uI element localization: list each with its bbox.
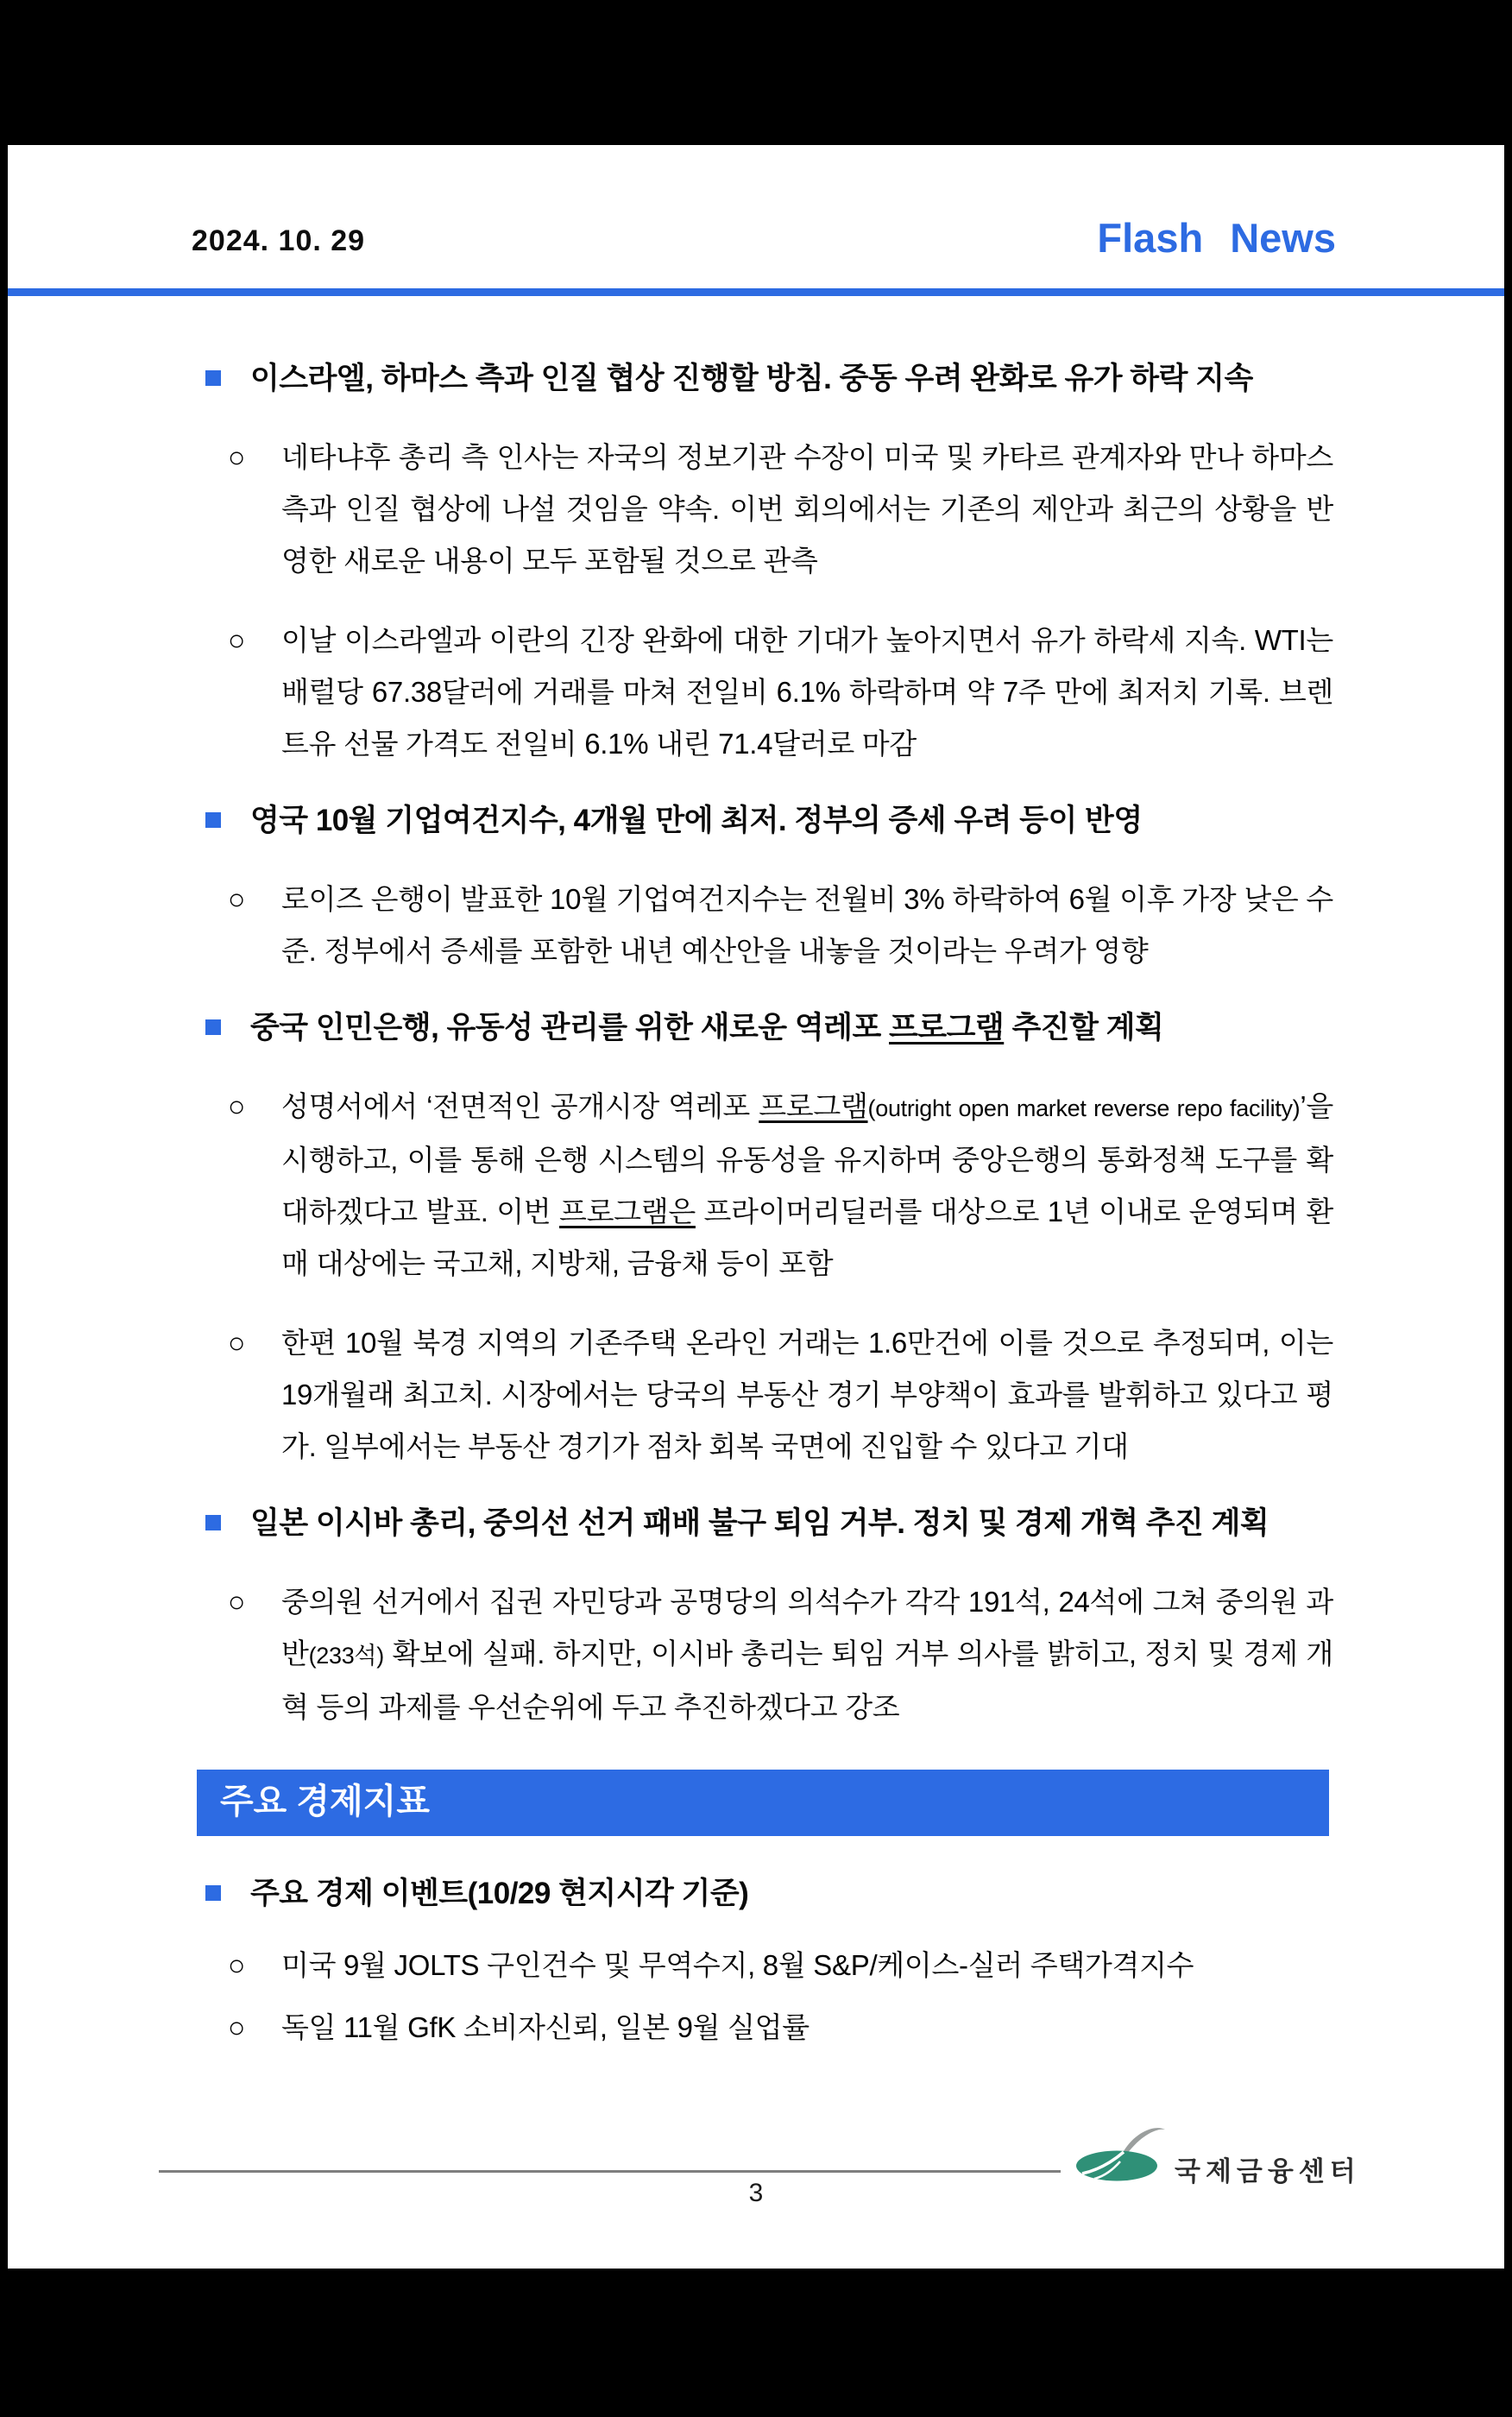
circle-bullet-icon: ○ bbox=[228, 1327, 246, 1360]
bullet-text: (233석) bbox=[308, 1643, 384, 1669]
heading-text: 이스라엘, 하마스 측과 인질 협상 진행할 방침. 중동 우려 완화로 유가 하락 지속 bbox=[250, 362, 1253, 395]
logo-swoosh bbox=[1124, 2128, 1165, 2154]
bullet-text: 로이즈 은행이 발표한 10월 기업여건지수는 전월비 3% 하락하여 6월 이후 가장 낮은 수준. 정부에서 증세를 포함한 내년 예산안을 내놓을 것이라는 우려가 영향 bbox=[281, 883, 1333, 967]
heading-text: 영국 10월 기업여건지수, 4개월 만에 최저. 정부의 증세 우려 등이 반영 bbox=[250, 804, 1143, 837]
heading-text: 추진할 계획 bbox=[1004, 1011, 1164, 1044]
circle-bullet-icon: ○ bbox=[228, 441, 246, 474]
document-date: 2024. 10. 29 bbox=[192, 224, 366, 257]
news-section bbox=[205, 359, 1333, 770]
bullet-text: ’을 시행하고, 이를 통해 은행 시스템의 유동성을 유지하며 중앙은행의 통화정책 도구를 확대하겠다고 발표. 이번 bbox=[281, 1090, 1333, 1227]
footer-divider bbox=[159, 2170, 1061, 2173]
heading-text: 프로그램 bbox=[889, 1011, 1005, 1044]
bullet-text: 독일 11월 GfK 소비자신뢰, 일본 9월 실업률 bbox=[281, 2011, 810, 2043]
heading-text: 일본 이시바 총리, 중의선 선거 패배 불구 퇴임 거부. 정치 및 경제 개혁 추진 계획 bbox=[250, 1506, 1269, 1540]
bullet-text: 네타냐후 총리 측 인사는 자국의 정보기관 수장이 미국 및 카타르 관계자와 만나 하마스 측과 인질 협상에 나설 것임을 약속. 이번 회의에서는 기존의 제안과 최근의 상황을 반영한 새로운 내용이 모두 포함될 것으로 관측 bbox=[281, 441, 1333, 577]
header-divider bbox=[8, 288, 1504, 296]
circle-bullet-icon: ○ bbox=[228, 883, 246, 916]
bullet-paragraph bbox=[205, 1317, 1333, 1473]
news-section bbox=[205, 801, 1333, 977]
news-section bbox=[205, 1008, 1333, 1473]
section-heading bbox=[205, 1008, 1333, 1048]
square-bullet-icon bbox=[205, 370, 221, 386]
heading-text: 중국 인민은행, 유동성 관리를 위한 새로운 역레포 bbox=[250, 1011, 889, 1044]
bullet-text: 한편 10월 북경 지역의 기존주택 온라인 거래는 1.6만건에 이를 것으로 추정되며, 이는 19개월래 최고치. 시장에서는 당국의 부동산 경기 부양책이 효과를 발휘하고 있다고 평가. 일부에서는 부동산 경기가 점차 회복 국면에 진입할 수 있다고 기대 bbox=[281, 1327, 1333, 1462]
bullet-text: 중의원 선거에서 집권 자민당과 공명당의 의석수가 각각 191석, 24석에 그쳐 중의원 과반 bbox=[281, 1586, 1333, 1669]
news-section bbox=[205, 1504, 1333, 1733]
bullet-text: (outright open market reverse repo facility) bbox=[867, 1095, 1301, 1121]
bullet-text: 프로그램은 bbox=[559, 1196, 696, 1227]
circle-bullet-icon: ○ bbox=[228, 1586, 246, 1619]
square-bullet-icon bbox=[205, 1515, 221, 1530]
section-heading bbox=[205, 801, 1333, 841]
bullet-paragraph bbox=[205, 1940, 1333, 1991]
bullet-text: 프라이머리딜러를 대상으로 1년 이내로 운영되며 환매 대상에는 국고채, 지방채, 금융채 등이 포함 bbox=[281, 1196, 1333, 1279]
page-number: 3 bbox=[748, 2179, 764, 2207]
bullet-paragraph bbox=[205, 432, 1333, 587]
section-heading bbox=[205, 359, 1333, 399]
org-name: 국제금융센터 bbox=[1175, 2156, 1361, 2187]
section-banner bbox=[197, 1770, 1329, 1836]
circle-bullet-icon: ○ bbox=[228, 624, 246, 657]
page-title: Flash News bbox=[1097, 215, 1336, 261]
bullet-paragraph bbox=[205, 874, 1333, 977]
circle-bullet-icon: ○ bbox=[228, 2011, 246, 2044]
document-page bbox=[8, 145, 1504, 2269]
bullet-paragraph bbox=[205, 1576, 1333, 1733]
section-heading bbox=[205, 1504, 1333, 1543]
bullet-text: 확보에 실패. 하지만, 이시바 총리는 퇴임 거부 의사를 밝히고, 정치 및 경제 개혁 등의 과제를 우선순위에 두고 추진하겠다고 강조 bbox=[281, 1638, 1333, 1723]
circle-bullet-icon: ○ bbox=[228, 1090, 246, 1123]
bullet-text: 이날 이스라엘과 이란의 긴장 완화에 대한 기대가 높아지면서 유가 하락세 지속. WTI는 배럴당 67.38달러에 거래를 마쳐 전일비 6.1% 하락하며 약 7주 만에 최저치 기록. 브렌트유 선물 가격도 전일비 6.1% 내린 71.4달러로 마감 bbox=[281, 624, 1333, 760]
bullet-paragraph bbox=[205, 2002, 1333, 2054]
bullet-text: 미국 9월 JOLTS 구인건수 및 무역수지, 8월 S&P/케이스-실러 주택가격지수 bbox=[281, 1949, 1194, 1981]
bullet-paragraph bbox=[205, 615, 1333, 770]
news-section bbox=[205, 1874, 1333, 2054]
square-bullet-icon bbox=[205, 812, 221, 828]
bullet-text: 성명서에서 ‘전면적인 공개시장 역레포 bbox=[281, 1090, 759, 1122]
bullet-text: 프로그램 bbox=[759, 1090, 868, 1122]
content bbox=[205, 359, 1333, 2064]
heading-text: 주요 경제 이벤트(10/29 현지시각 기준) bbox=[250, 1877, 749, 1910]
circle-bullet-icon: ○ bbox=[228, 1949, 246, 1982]
bullet-paragraph bbox=[205, 1081, 1333, 1290]
square-bullet-icon bbox=[205, 1885, 221, 1901]
kcif-logo-icon bbox=[1072, 2124, 1177, 2186]
section-heading bbox=[205, 1874, 1333, 1914]
square-bullet-icon bbox=[205, 1019, 221, 1035]
banner-label: 주요 경제지표 bbox=[220, 1783, 430, 1821]
